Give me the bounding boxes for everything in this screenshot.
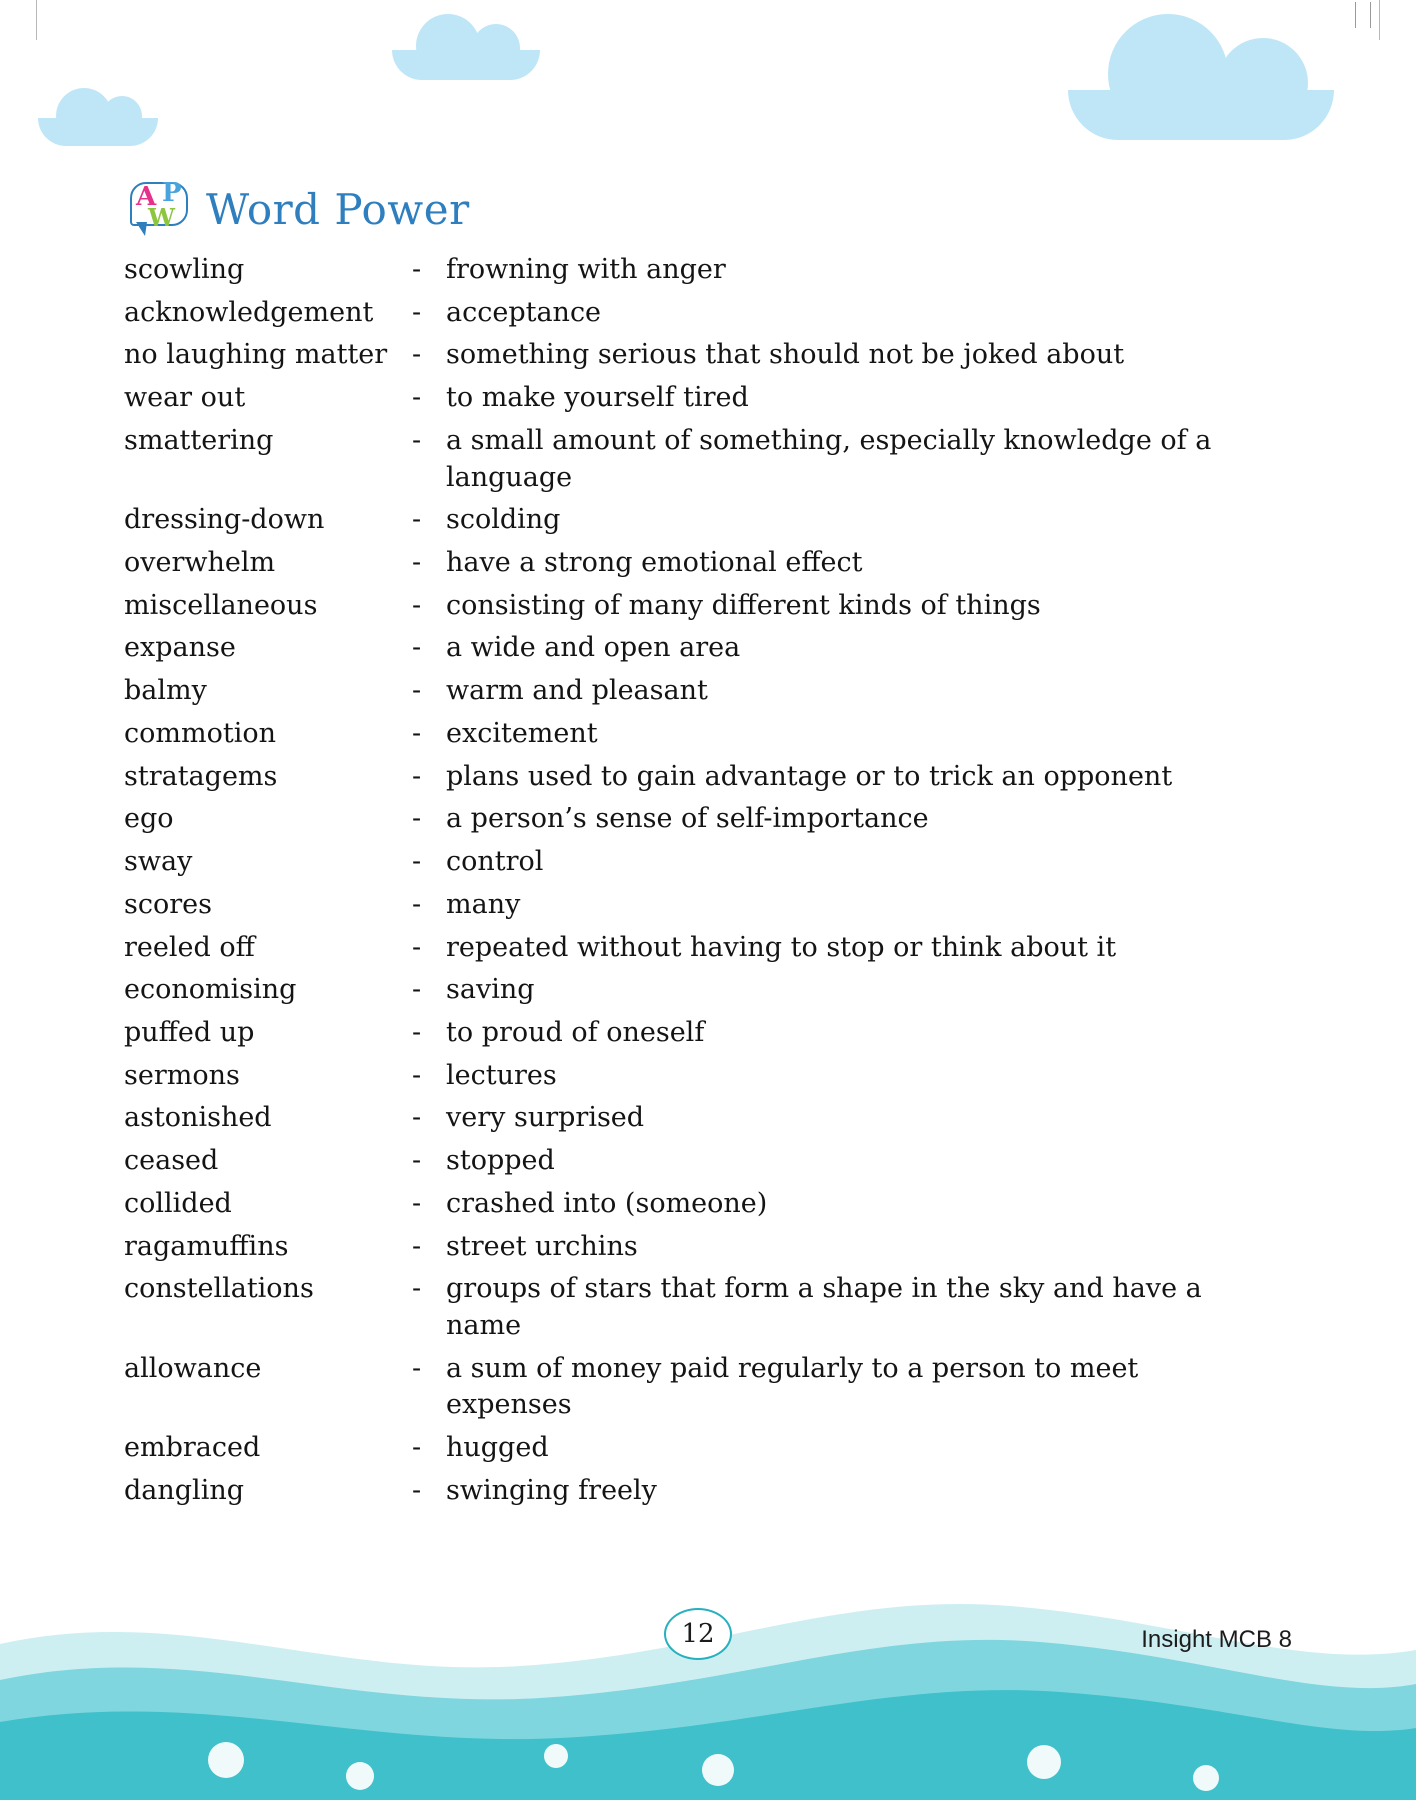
- word-term: constellations: [124, 1273, 314, 1305]
- word-meaning: crashed into (someone): [446, 1187, 768, 1219]
- word-meaning: frowning with anger: [446, 254, 726, 285]
- word-term: astonished: [124, 1102, 272, 1134]
- list-item: [124, 252, 1284, 289]
- word-term: ego: [124, 803, 174, 835]
- word-term: reeled off: [124, 931, 255, 963]
- separator-dash: -: [412, 296, 422, 328]
- separator-dash: -: [412, 1352, 422, 1384]
- cloud-icon-left: [38, 118, 158, 146]
- word-term: dressing-down: [124, 504, 325, 536]
- word-meaning: scolding: [446, 504, 561, 536]
- separator-dash: -: [412, 760, 422, 792]
- separator-dash: -: [412, 931, 422, 963]
- word-term: no laughing matter: [124, 339, 388, 371]
- word-term: smattering: [124, 424, 274, 456]
- list-item: [124, 295, 1284, 332]
- word-term: miscellaneous: [124, 589, 318, 621]
- word-meaning: control: [446, 846, 544, 878]
- list-item: [124, 423, 1284, 496]
- word-meaning: hugged: [446, 1432, 549, 1464]
- list-item: [124, 545, 1284, 582]
- list-item: [124, 1271, 1284, 1344]
- word-term: overwhelm: [124, 547, 276, 579]
- cloud-icon-right: [1068, 90, 1334, 140]
- word-meaning: plans used to gain advantage or to trick an opponent: [446, 760, 1173, 792]
- book-label: Insight MCB 8: [1141, 1626, 1292, 1653]
- logo-letter-a: A: [136, 182, 157, 212]
- separator-dash: -: [412, 547, 422, 579]
- word-term: scores: [124, 888, 212, 920]
- separator-dash: -: [412, 846, 422, 878]
- list-item: [124, 380, 1284, 417]
- word-term: expanse: [124, 632, 236, 664]
- separator-dash: -: [412, 1432, 422, 1464]
- separator-dash: -: [412, 1016, 422, 1048]
- word-meaning: consisting of many different kinds of things: [446, 589, 1041, 621]
- list-item: [124, 716, 1284, 753]
- separator-dash: -: [412, 1102, 422, 1134]
- separator-dash: -: [412, 717, 422, 749]
- list-item: [124, 673, 1284, 710]
- separator-dash: -: [412, 382, 422, 414]
- registration-tick-left: [1355, 2, 1356, 28]
- word-term: scowling: [124, 254, 245, 285]
- logo-letter-p: P: [162, 178, 182, 208]
- separator-dash: -: [412, 803, 422, 835]
- page-title: Word Power: [206, 184, 470, 234]
- crop-mark-top-right: [1379, 0, 1380, 40]
- list-item: [124, 844, 1284, 881]
- list-item: [124, 801, 1284, 838]
- word-meaning: to make yourself tired: [446, 382, 749, 414]
- list-item: [124, 630, 1284, 667]
- word-meaning: warm and pleasant: [446, 675, 708, 707]
- separator-dash: -: [412, 1474, 422, 1506]
- word-term: wear out: [124, 382, 246, 414]
- separator-dash: -: [412, 675, 422, 707]
- separator-dash: -: [412, 632, 422, 664]
- list-item: [124, 887, 1284, 924]
- word-meaning: very surprised: [446, 1102, 645, 1134]
- word-power-list: [124, 252, 1284, 1516]
- word-term: allowance: [124, 1352, 262, 1384]
- list-item: [124, 1186, 1284, 1223]
- section-heading: [124, 178, 470, 240]
- word-meaning: groups of stars that form a shape in the sky and have a name: [446, 1273, 1202, 1341]
- footer-wave-decoration: [0, 1570, 1416, 1800]
- list-item: [124, 759, 1284, 796]
- list-item: [124, 1473, 1284, 1510]
- logo-letter-w: W: [148, 203, 175, 232]
- list-item: [124, 972, 1284, 1009]
- list-item: [124, 1143, 1284, 1180]
- word-meaning: saving: [446, 974, 535, 1006]
- word-meaning: a small amount of something, especially knowledge of a language: [446, 424, 1212, 493]
- word-meaning: stopped: [446, 1145, 555, 1177]
- word-meaning: have a strong emotional effect: [446, 547, 863, 579]
- list-item: [124, 1058, 1284, 1095]
- separator-dash: -: [412, 1187, 422, 1219]
- word-term: economising: [124, 974, 297, 1006]
- word-term: acknowledgement: [124, 296, 374, 328]
- separator-dash: -: [412, 589, 422, 621]
- word-meaning: a person’s sense of self-importance: [446, 803, 929, 835]
- list-item: [124, 1100, 1284, 1137]
- cloud-icon-center: [392, 50, 540, 80]
- list-item: [124, 1430, 1284, 1467]
- word-meaning: a wide and open area: [446, 632, 741, 664]
- list-item: [124, 588, 1284, 625]
- list-item: [124, 337, 1284, 374]
- page-number: 12: [664, 1608, 732, 1660]
- word-term: commotion: [124, 717, 276, 749]
- separator-dash: -: [412, 1059, 422, 1091]
- separator-dash: -: [412, 504, 422, 536]
- word-meaning: street urchins: [446, 1230, 638, 1262]
- list-item: [124, 1351, 1284, 1424]
- separator-dash: -: [412, 1230, 422, 1262]
- list-item: [124, 930, 1284, 967]
- word-term: balmy: [124, 675, 207, 707]
- separator-dash: -: [412, 1145, 422, 1177]
- separator-dash: -: [412, 1273, 422, 1305]
- word-term: ragamuffins: [124, 1230, 289, 1262]
- word-meaning: excitement: [446, 717, 598, 749]
- word-term: embraced: [124, 1432, 261, 1464]
- word-term: puffed up: [124, 1016, 255, 1048]
- separator-dash: -: [412, 888, 422, 920]
- word-meaning: repeated without having to stop or think about it: [446, 931, 1117, 963]
- word-meaning: acceptance: [446, 296, 602, 328]
- word-meaning: a sum of money paid regularly to a person to meet expenses: [446, 1352, 1139, 1421]
- word-term: sermons: [124, 1059, 240, 1091]
- registration-tick-right: [1370, 2, 1371, 28]
- list-item: [124, 502, 1284, 539]
- word-term: sway: [124, 846, 193, 878]
- word-term: ceased: [124, 1145, 219, 1177]
- crop-mark-top-left: [36, 0, 37, 40]
- word-meaning: many: [446, 888, 521, 920]
- separator-dash: -: [412, 254, 422, 285]
- word-term: dangling: [124, 1474, 244, 1506]
- word-meaning: to proud of oneself: [446, 1016, 705, 1048]
- word-term: collided: [124, 1187, 232, 1219]
- separator-dash: -: [412, 424, 422, 456]
- word-term: stratagems: [124, 760, 278, 792]
- list-item: [124, 1229, 1284, 1266]
- word-meaning: something serious that should not be joked about: [446, 339, 1125, 371]
- word-meaning: lectures: [446, 1059, 557, 1091]
- separator-dash: -: [412, 339, 422, 371]
- list-item: [124, 1015, 1284, 1052]
- word-meaning: swinging freely: [446, 1474, 657, 1506]
- word-power-logo-icon: [124, 178, 198, 240]
- separator-dash: -: [412, 974, 422, 1006]
